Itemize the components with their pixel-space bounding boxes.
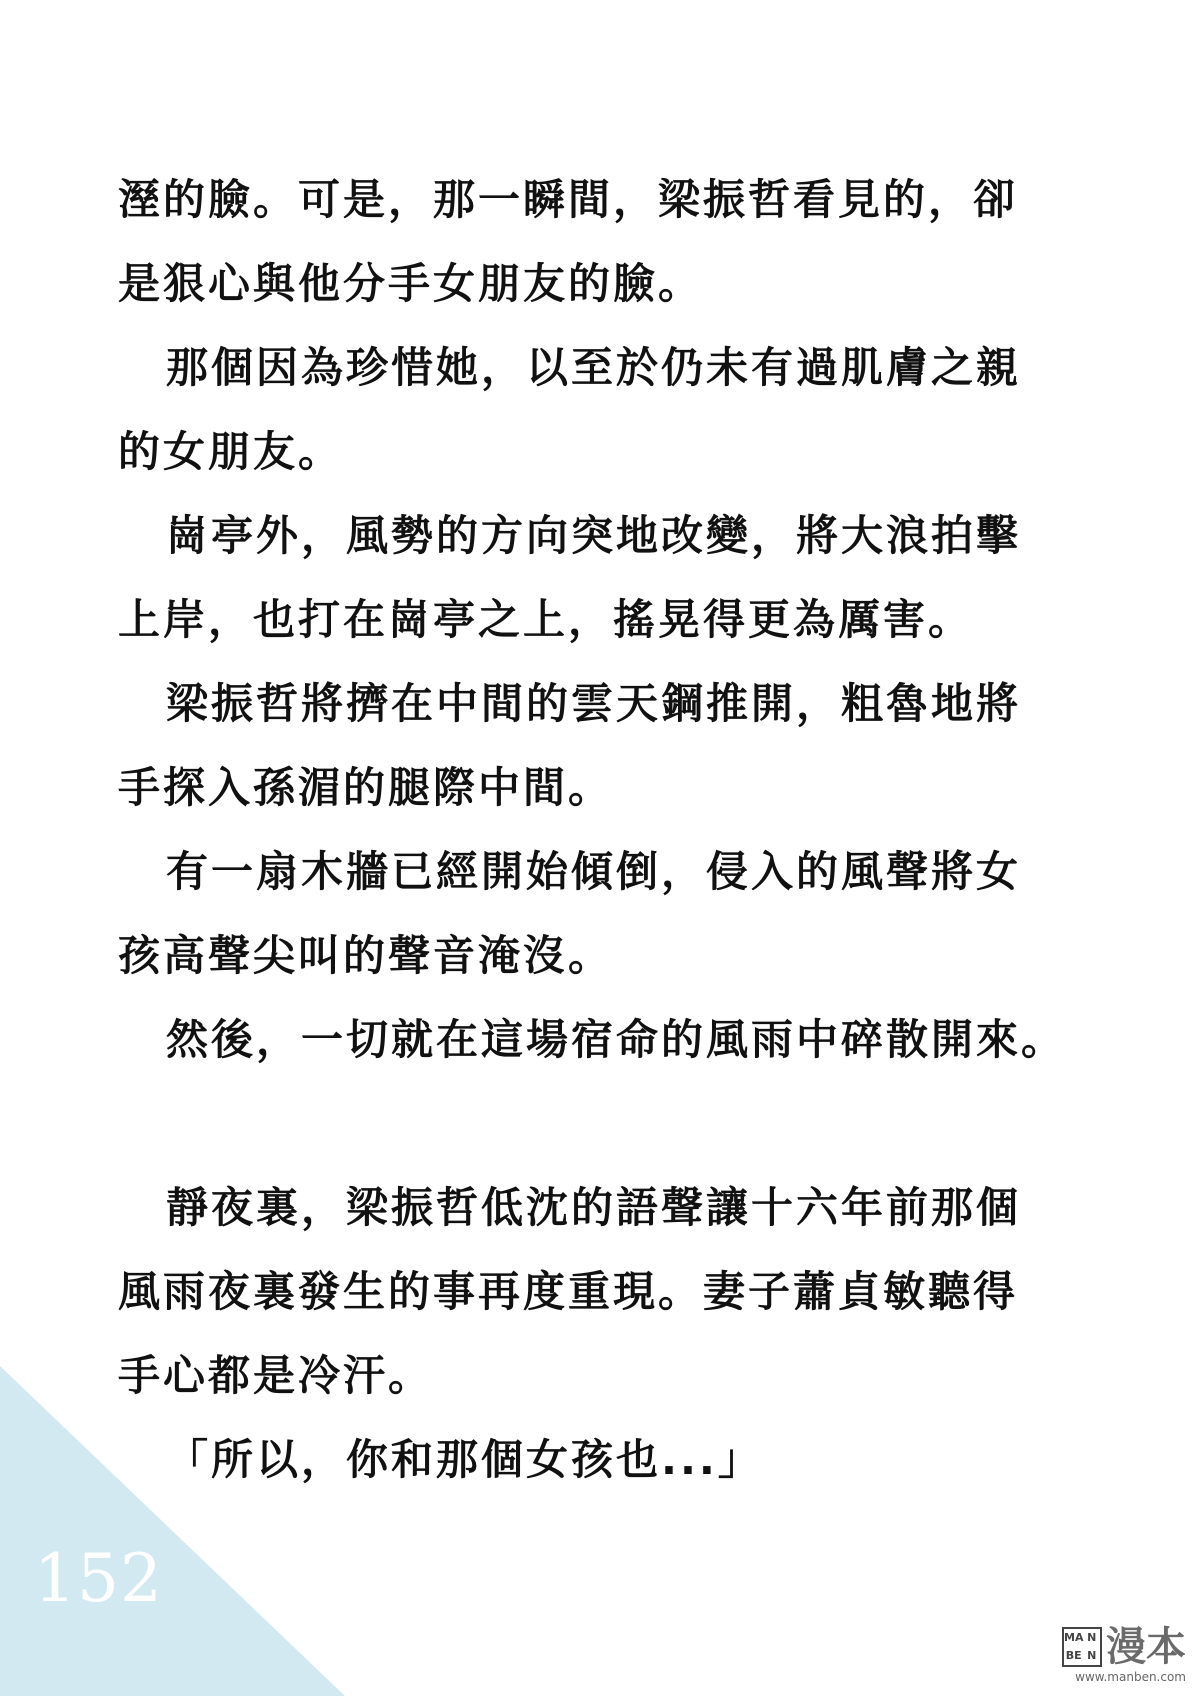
text-line: 有一扇木牆已經開始傾倒，侵入的風聲將女 — [166, 847, 1022, 896]
text-line: 的女朋友。 — [118, 427, 344, 476]
watermark-box-letter: MA — [1064, 1631, 1084, 1644]
text-line: 手心都是冷汗。 — [118, 1351, 434, 1400]
text-line: 風雨夜裏發生的事再度重現。妻子蕭貞敏聽得 — [118, 1267, 1019, 1316]
watermark-name: 漫本 — [1106, 1624, 1186, 1670]
text-line: 溼的臉。可是，那一瞬間，梁振哲看見的，卻 — [118, 175, 1019, 224]
watermark-url: www.manben.com — [1075, 1670, 1186, 1684]
body-text — [118, 158, 1090, 1502]
text-line: 孩高聲尖叫的聲音淹沒。 — [118, 931, 614, 980]
watermark — [1042, 1626, 1186, 1684]
text-line: 是狠心與他分手女朋友的臉。 — [118, 259, 704, 308]
page-number: 152 — [34, 1540, 163, 1617]
text-line: 手探入孫湄的腿際中間。 — [118, 763, 614, 812]
text-line: 「所以，你和那個女孩也...」 — [166, 1435, 763, 1484]
watermark-logo — [1042, 1626, 1186, 1668]
blank-line — [118, 1082, 1090, 1166]
text-line: 靜夜裏，梁振哲低沈的語聲讓十六年前那個 — [166, 1183, 1022, 1232]
text-line: 那個因為珍惜她，以至於仍未有過肌膚之親 — [166, 343, 1022, 392]
text-line: 崗亭外，風勢的方向突地改變，將大浪拍擊 — [166, 511, 1022, 560]
watermark-logo-box — [1062, 1627, 1102, 1667]
text-line: 然後，一切就在這場宿命的風雨中碎散開來。 — [166, 1015, 1067, 1064]
watermark-box-letter: N — [1087, 1649, 1097, 1662]
watermark-box-letter: BE — [1065, 1649, 1082, 1662]
watermark-box-letter: N — [1087, 1631, 1097, 1644]
text-line: 上岸，也打在崗亭之上，搖晃得更為厲害。 — [118, 595, 974, 644]
text-line: 梁振哲將擠在中間的雲天鋼推開，粗魯地將 — [166, 679, 1022, 728]
